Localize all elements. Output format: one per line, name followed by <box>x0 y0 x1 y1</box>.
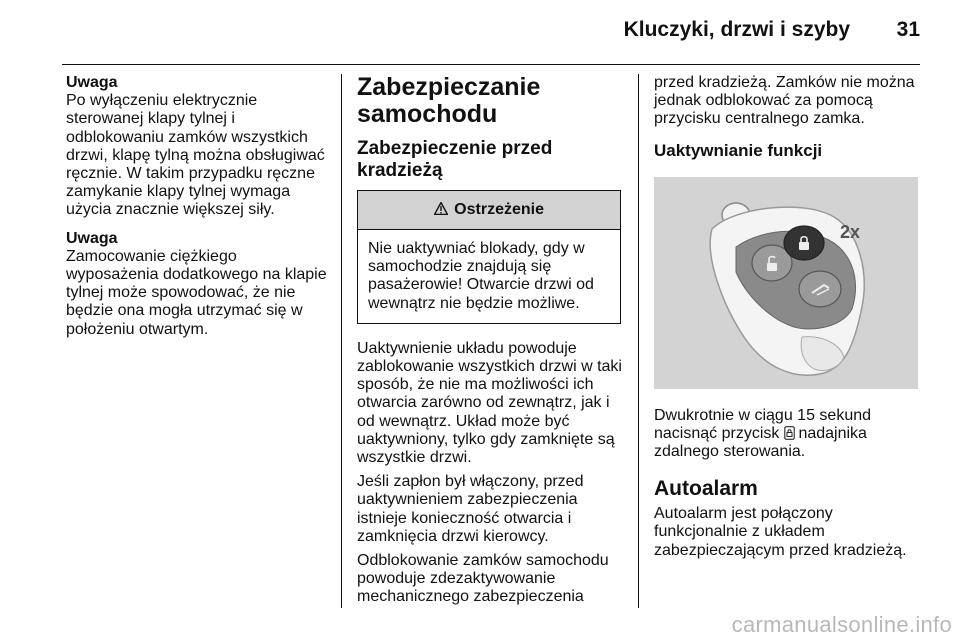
section-heading: Autoalarm <box>654 477 758 501</box>
watermark: carmanualsonline.info <box>731 612 952 637</box>
page-header <box>62 0 920 65</box>
column-1 <box>66 74 332 349</box>
body-paragraph: Jeśli zapłon był włączony, przed uaktywnieniem zabezpieczenia istnieje konieczność otwarcia i zamknięcia drzwi kierowcy. <box>357 473 584 545</box>
warning-title: Ostrzeżenie <box>454 201 544 218</box>
note-text: Po wyłączeniu elektrycznie sterowanej klapy tylnej i odblokowaniu zamków wszystkich drzwi, klapę tylną można obsługiwać ręcznie. W takim przypadku ręczne zamykanie klapy tylnej wymaga użycia znacznie większej siły. <box>66 92 325 219</box>
figure-label: 2x <box>840 221 861 242</box>
column-2 <box>357 74 627 613</box>
lock-icon <box>784 426 799 441</box>
page-title: Kluczyki, drzwi i szyby <box>623 18 850 41</box>
column-divider-2 <box>638 74 639 608</box>
section-heading: Zabezpieczanie samochodu <box>357 73 541 128</box>
column-divider-1 <box>341 74 342 608</box>
warning-box <box>357 190 621 324</box>
body-paragraph: Odblokowanie zamków samochodu powoduje zdezaktywowanie mechanicznego zabezpieczenia <box>357 552 609 606</box>
body-paragraph: przed kradzieżą. Zamków nie można jednak odblokować za pomocą przycisku centralnego zamka. <box>654 74 915 128</box>
subsection-heading: Zabezpieczenie przed kradzieżą <box>357 138 553 181</box>
body-text: nadajnika zdalnego sterowania. <box>654 424 867 461</box>
remote-key-figure <box>654 177 918 389</box>
warning-text: Nie uaktywniać blokady, gdy w samochodzie znajdują się pasażerowie! Otwarcie drzwi od wewnątrz nie będzie możliwe. <box>368 240 594 312</box>
remote-key-illustration <box>654 177 918 389</box>
body-paragraph <box>654 407 926 462</box>
warning-header <box>358 191 620 230</box>
note-heading: Uwaga <box>66 229 118 247</box>
body-paragraph: Autoalarm jest połączony funkcjonalnie z układem zabezpieczającym przed kradzieżą. <box>654 505 907 559</box>
body-text: Dwukrotnie w ciągu 15 sekund nacisnąć przycisk <box>654 406 872 442</box>
page-number: 31 <box>896 18 920 41</box>
warning-triangle-icon <box>434 201 452 218</box>
note-heading: Uwaga <box>66 74 118 91</box>
column-3 <box>654 74 926 566</box>
subsection-heading: Uaktywnianie funkcji <box>654 140 823 160</box>
body-paragraph: Uaktywnienie układu powoduje zablokowanie wszystkich drzwi w taki sposób, że nie ma możliwości ich otwarcia zarówno od zewnątrz, jak i od wewnątrz. Układ może być uaktywniony, tylko gdy zamknięte są wszystkie drzwi. <box>357 339 622 467</box>
note-text: Zamocowanie ciężkiego wyposażenia dodatkowego na klapie tylnej może spowodować, że nie będzie ona mogła utrzymać się w położeniu otwartym. <box>66 247 327 338</box>
